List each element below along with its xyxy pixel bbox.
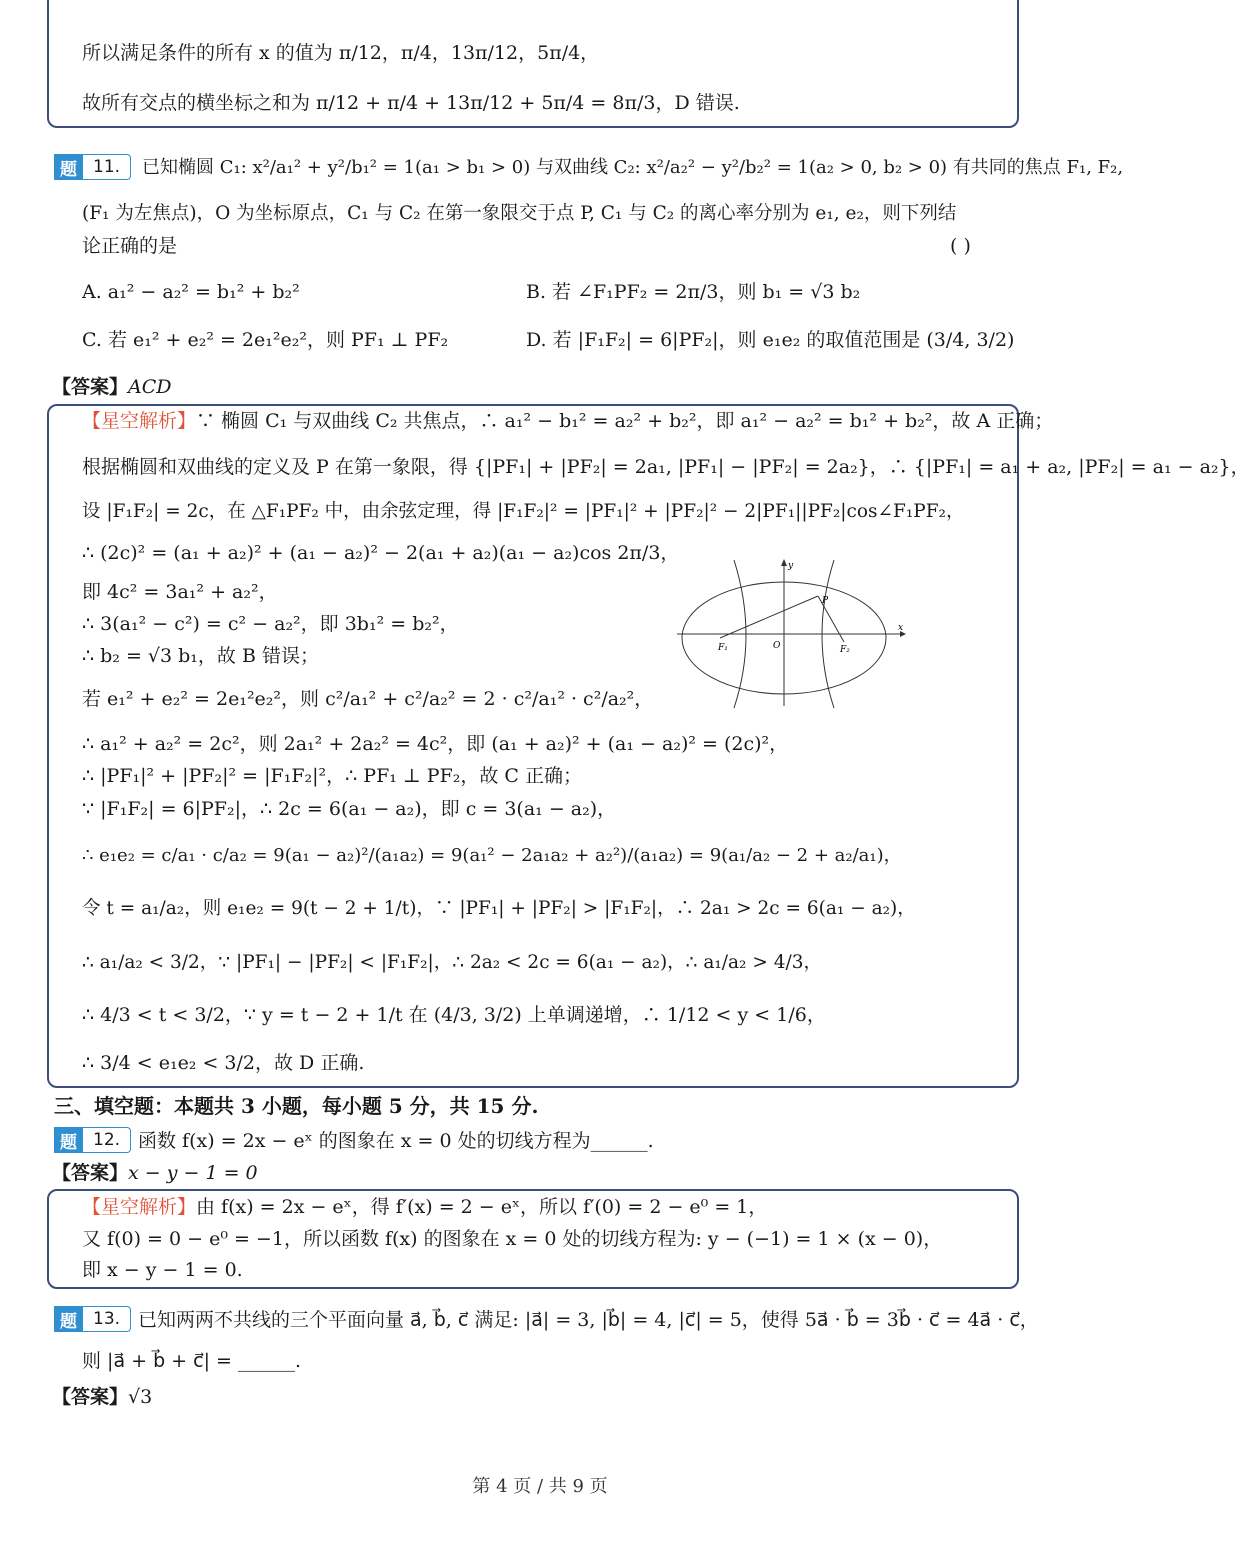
q11-analysis-line-6: ∴ 3(a₁² − c²) = c² − a₂²，即 3b₁² = b₂²， xyxy=(82,613,459,635)
q11-answer xyxy=(52,374,172,400)
q11-option-c: C. 若 e₁² + e₂² = 2e₁²e₂²，则 PF₁ ⊥ PF₂ xyxy=(82,329,449,351)
q11-analysis-line-4: ∴ (2c)² = (a₁ + a₂)² + (a₁ − a₂)² − 2(a₁ + a₂)(a₁ − a₂)cos 2π/3， xyxy=(82,542,680,564)
answer-label: 【答案】 xyxy=(52,1386,129,1408)
label-origin: O xyxy=(773,641,781,651)
answer-value: x − y − 1 = 0 xyxy=(128,1162,258,1184)
label-x: x xyxy=(898,623,904,633)
q11-analysis-line-11: ∵ |F₁F₂| = 6|PF₂|，∴ 2c = 6(a₁ − a₂)，即 c = 3(a₁ − a₂)， xyxy=(82,798,617,820)
q11-analysis-line-5: 即 4c² = 3a₁² + a₂²， xyxy=(82,581,278,603)
q11-analysis-line-10: ∴ |PF₁|² + |PF₂|² = |F₁F₂|²，∴ PF₁ ⊥ PF₂，故 C 正确； xyxy=(82,765,583,787)
q12-analysis-line-2: 又 f(0) = 0 − e⁰ = −1，所以函数 f(x) 的图象在 x = 0 处的切线方程为: y − (−1) = 1 × (x − 0)， xyxy=(82,1228,943,1250)
q11-option-b: B. 若 ∠F₁PF₂ = 2π/3，则 b₁ = √3 b₂ xyxy=(526,281,861,303)
q11-analysis-line-7: ∴ b₂ = √3 b₁，故 B 错误； xyxy=(82,645,319,667)
q11-analysis-line-2: 根据椭圆和双曲线的定义及 P 在第一象限，得 {|PF₁| + |PF₂| = 2a₁, |PF₁| − |PF₂| = 2a₂}，∴ {|PF₁| = a₁ + a₂, |PF₂| = a₁ − a₂}， xyxy=(82,456,1250,478)
prev-solution-line-1: 所以满足条件的所有 x 的值为 π/12，π/4，13π/12，5π/4， xyxy=(82,42,600,64)
q12-analysis-line-1 xyxy=(82,1194,767,1220)
question-12-tag xyxy=(54,1127,131,1153)
q11-option-a: A. a₁² − a₂² = b₁² + b₂² xyxy=(82,281,300,303)
q11-analysis-line-16: ∴ 3/4 < e₁e₂ < 3/2，故 D 正确. xyxy=(82,1052,365,1074)
question-11-tag xyxy=(54,154,131,180)
answer-value: √3 xyxy=(128,1386,153,1408)
question-tag-label: 题 xyxy=(54,154,83,180)
q11-analysis-line-14: ∴ a₁/a₂ < 3/2，∵ |PF₁| − |PF₂| < |F₁F₂|，∴ 2a₂ < 2c = 6(a₁ − a₂)，∴ a₁/a₂ > 4/3， xyxy=(82,952,822,973)
y-axis-arrow xyxy=(781,559,787,566)
label-y: y xyxy=(788,561,794,571)
question-tag-label: 题 xyxy=(54,1306,83,1332)
question-number: 13. xyxy=(83,1306,131,1332)
page-footer: 第 4 页 / 共 9 页 xyxy=(472,1476,608,1497)
q13-stem-line-1: 已知两两不共线的三个平面向量 a⃗, b⃗, c⃗ 满足: |a⃗| = 3, |b⃗| = 4, |c⃗| = 5，使得 5a⃗ · b⃗ = 3b⃗ · c⃗ = 4a⃗ · c⃗， xyxy=(138,1309,1039,1331)
analysis-text: ∵ 椭圆 C₁ 与双曲线 C₂ 共焦点，∴ a₁² − b₁² = a₂² + b₂²，即 a₁² − a₂² = b₁² + b₂²，故 A 正确； xyxy=(196,410,1054,432)
ellipse-hyperbola-figure xyxy=(672,558,912,710)
analysis-label: 【星空解析】 xyxy=(82,410,197,432)
analysis-text: 由 f(x) = 2x − eˣ，得 f′(x) = 2 − eˣ，所以 f′(0) = 2 − e⁰ = 1， xyxy=(196,1196,768,1218)
q11-option-d: D. 若 |F₁F₂| = 6|PF₂|，则 e₁e₂ 的取值范围是 (3/4, 3/2) xyxy=(526,329,1015,351)
q12-analysis-line-3: 即 x − y − 1 = 0. xyxy=(82,1259,243,1281)
question-number: 11. xyxy=(83,154,131,180)
question-13-tag xyxy=(54,1306,131,1332)
answer-label: 【答案】 xyxy=(52,1162,129,1184)
q12-stem: 函数 f(x) = 2x − eˣ 的图象在 x = 0 处的切线方程为______. xyxy=(138,1130,654,1152)
label-p: P xyxy=(822,596,829,606)
question-tag-label: 题 xyxy=(54,1127,83,1153)
label-f2: F₂ xyxy=(840,645,850,655)
q11-analysis-line-8: 若 e₁² + e₂² = 2e₁²e₂²，则 c²/a₁² + c²/a₂² = 2 · c²/a₁² · c²/a₂²， xyxy=(82,688,654,710)
q11-analysis-line-3: 设 |F₁F₂| = 2c，在 △F₁PF₂ 中，由余弦定理，得 |F₁F₂|² = |PF₁|² + |PF₂|² − 2|PF₁||PF₂|cos∠F₁PF₂， xyxy=(82,501,965,522)
q12-answer xyxy=(52,1160,258,1186)
section-3-heading: 三、填空题：本题共 3 小题，每小题 5 分，共 15 分. xyxy=(54,1094,539,1118)
q11-analysis-line-15: ∴ 4/3 < t < 3/2，∵ y = t − 2 + 1/t 在 (4/3, 3/2) 上单调递增，∴ 1/12 < y < 1/6， xyxy=(82,1004,826,1026)
question-number: 12. xyxy=(83,1127,131,1153)
q11-analysis-line-9: ∴ a₁² + a₂² = 2c²，则 2a₁² + 2a₂² = 4c²，即 (a₁ + a₂)² + (a₁ − a₂)² = (2c)²， xyxy=(82,733,789,755)
q11-stem-line-3: 论正确的是 xyxy=(82,235,178,257)
answer-label: 【答案】 xyxy=(52,376,129,398)
prev-solution-line-2: 故所有交点的横坐标之和为 π/12 + π/4 + 13π/12 + 5π/4 = 8π/3，D 错误. xyxy=(82,92,740,114)
q11-stem-line-1: 已知椭圆 C₁: x²/a₁² + y²/b₁² = 1(a₁ > b₁ > 0) 与双曲线 C₂: x²/a₂² − y²/b₂² = 1(a₂ > 0, b₂ > 0) 有共同的焦点 F₁, F₂, xyxy=(142,157,1124,178)
segment-pf1 xyxy=(720,596,818,638)
analysis-label: 【星空解析】 xyxy=(82,1196,197,1218)
q11-analysis-line-12: ∴ e₁e₂ = c/a₁ · c/a₂ = 9(a₁ − a₂)²/(a₁a₂) = 9(a₁² − 2a₁a₂ + a₂²)/(a₁a₂) = 9(a₁/a₂ − 2 + a₂/a₁)， xyxy=(82,845,902,866)
q11-analysis-line-1 xyxy=(82,408,1053,434)
q13-answer xyxy=(52,1384,152,1410)
q11-analysis-line-13: 令 t = a₁/a₂，则 e₁e₂ = 9(t − 2 + 1/t)，∵ |PF₁| + |PF₂| > |F₁F₂|，∴ 2a₁ > 2c = 6(a₁ − a₂)， xyxy=(82,898,916,919)
q11-stem-line-2: (F₁ 为左焦点)，O 为坐标原点，C₁ 与 C₂ 在第一象限交于点 P, C₁ 与 C₂ 的离心率分别为 e₁, e₂，则下列结 xyxy=(82,203,957,224)
answer-value: ACD xyxy=(128,376,172,398)
q11-answer-bracket: ( ) xyxy=(950,235,971,257)
q13-stem-line-2: 则 |a⃗ + b⃗ + c⃗| = ______. xyxy=(82,1350,302,1372)
label-f1: F₁ xyxy=(718,643,728,653)
